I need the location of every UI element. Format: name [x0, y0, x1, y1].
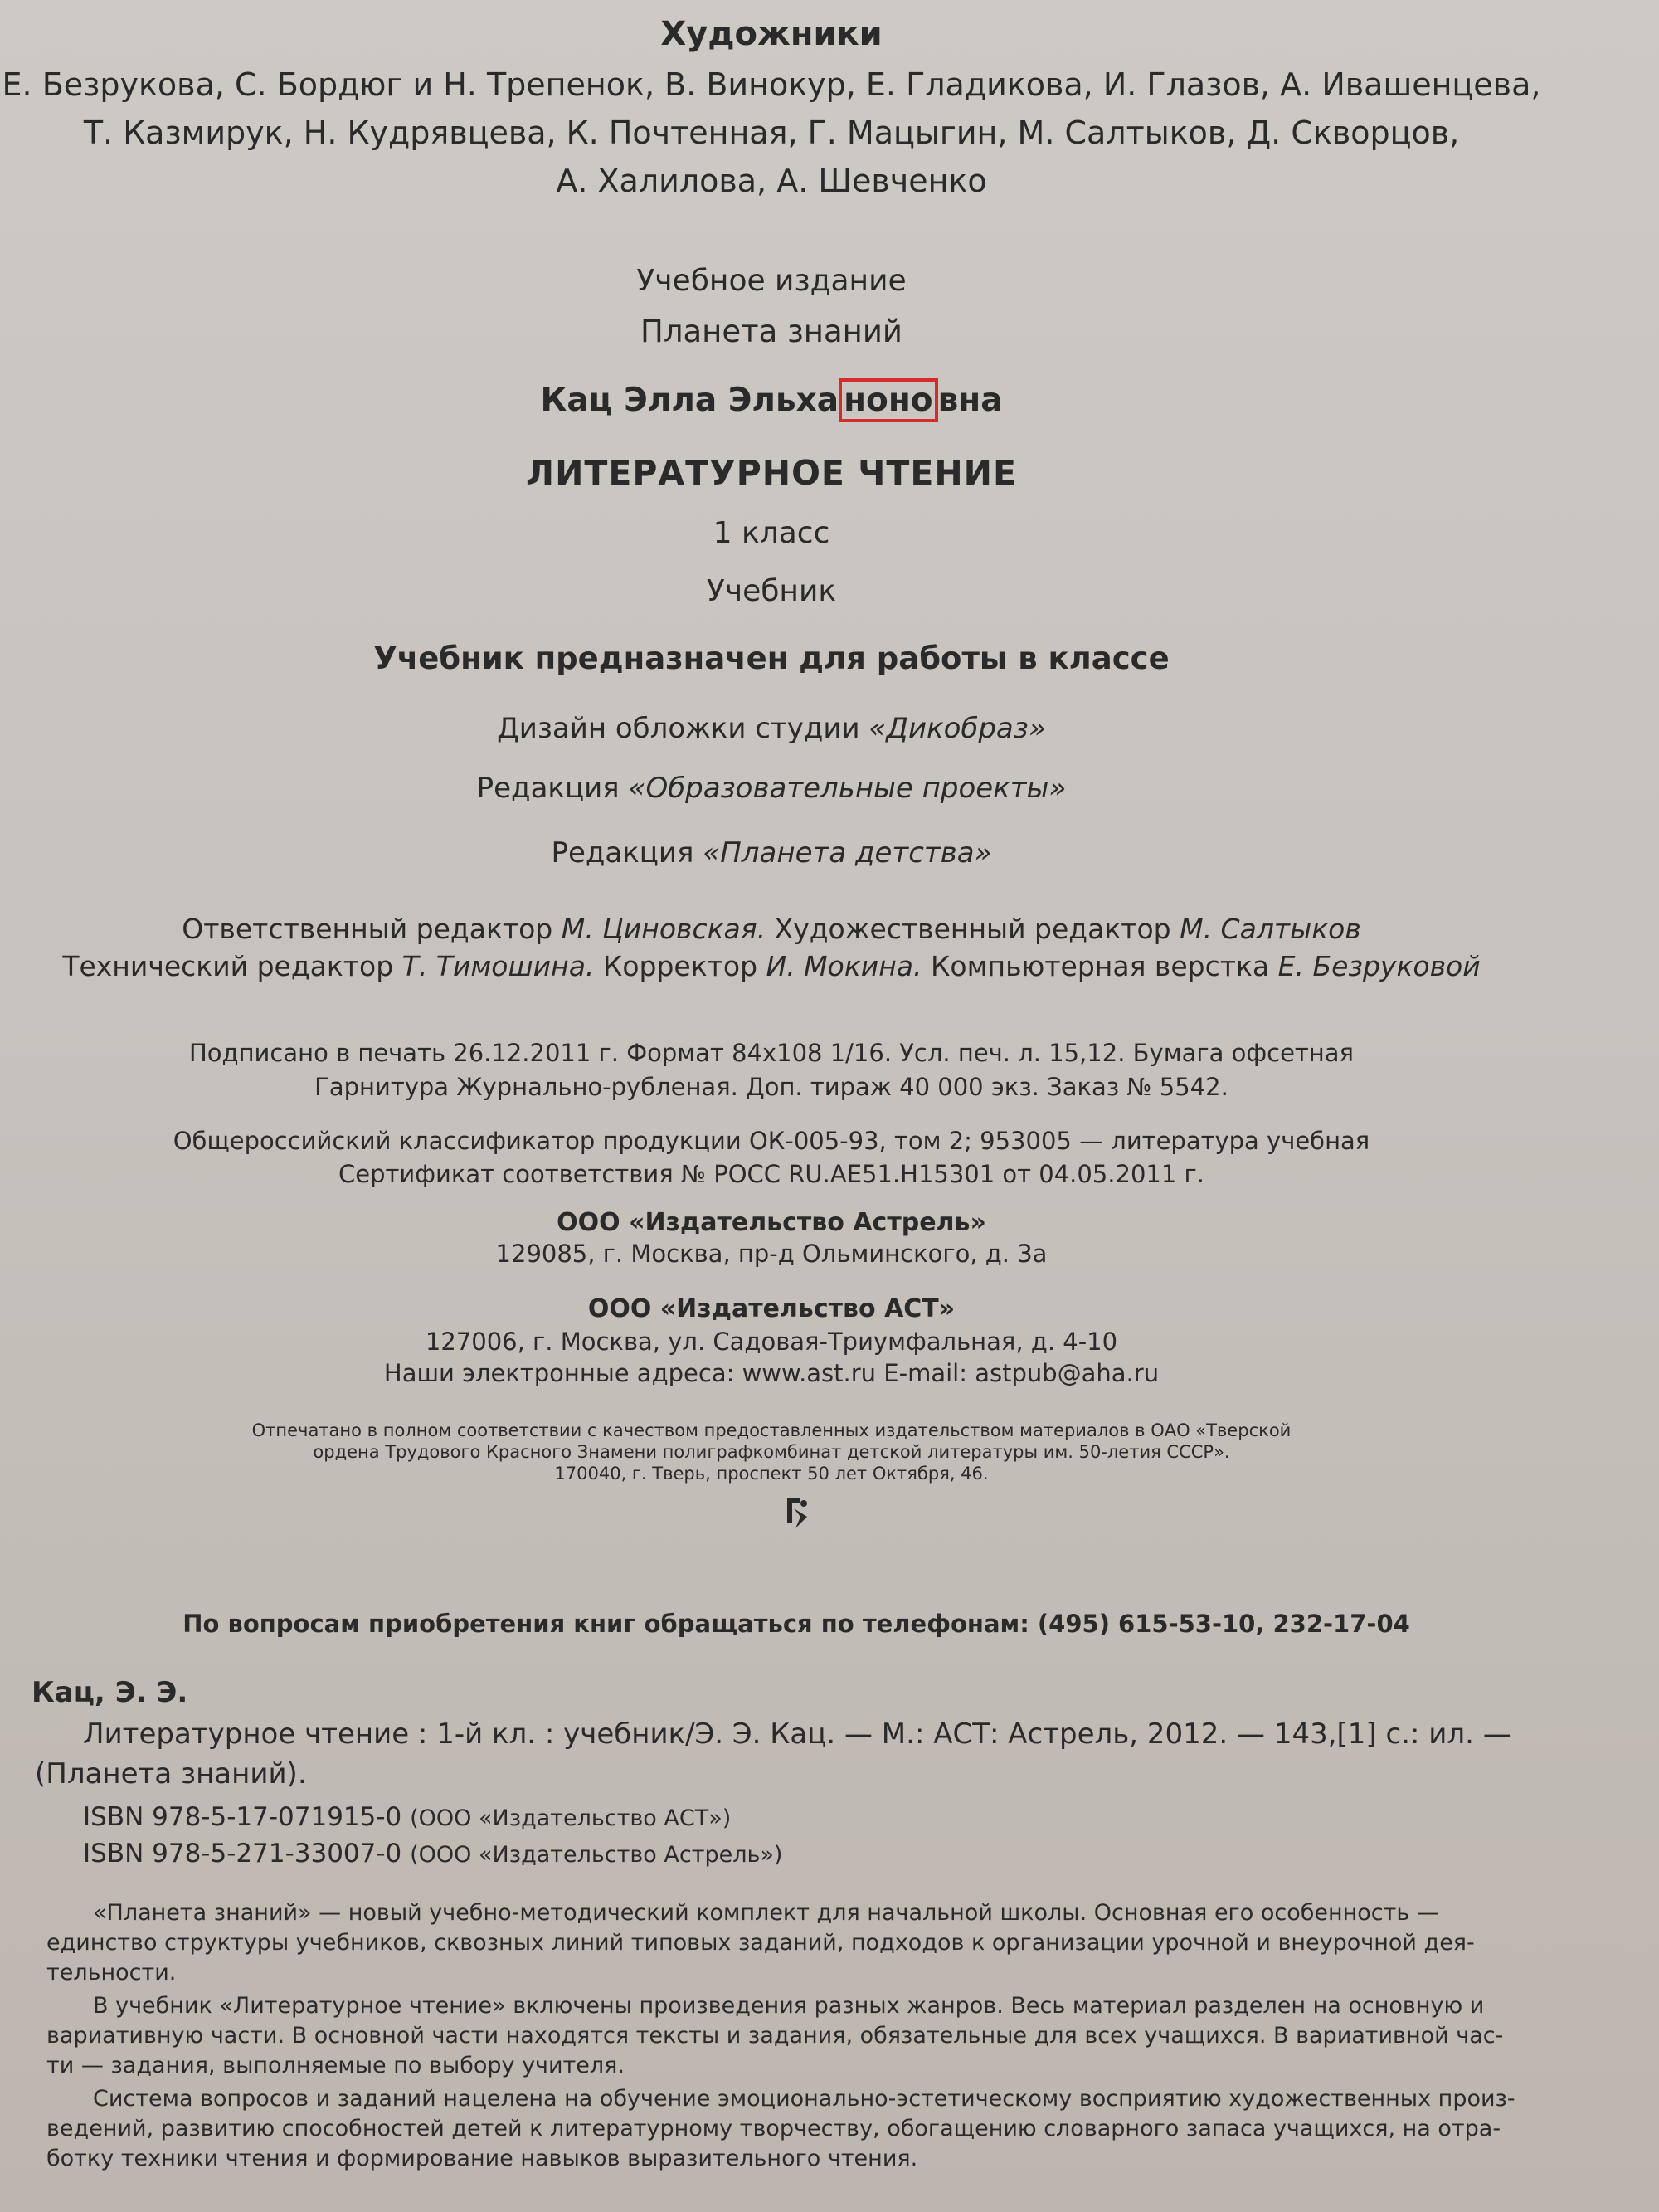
publisher-web: Наши электронные адреса: www.ast.ru E-mail: astpub@aha.ru — [383, 1359, 1160, 1387]
print-specs-line: Гарнитура Журнально-рубленая. Доп. тираж 40 000 экз. Заказ № 5542. — [314, 1073, 1228, 1101]
resp-editor-label: Ответственный редактор — [182, 913, 562, 945]
editorial-office-2 — [0, 836, 1543, 870]
bib-description: (Планета знаний). — [35, 1757, 307, 1791]
cover-studio-name: «Дикобраз» — [868, 712, 1046, 745]
author-name-suffix: вна — [937, 382, 1003, 419]
print-specs-line: Подписано в печать 26.12.2011 г. Формат 84х108 1/16. Усл. печ. л. 15,12. Бумага офсетная — [189, 1039, 1354, 1067]
book-title: ЛИТЕРАТУРНОЕ ЧТЕНИЕ — [526, 453, 1017, 493]
certificate-line: Сертификат соответствия № РОСС RU.AE51.H15301 от 04.05.2011 г. — [338, 1160, 1204, 1188]
abstract-line: тельности. — [46, 1960, 177, 1985]
classifier-line: Общероссийский классификатор продукции ОК-005-93, том 2; 953005 — литература учебная — [173, 1127, 1370, 1155]
abstract-line: ботку техники чтения и формирование навыков выразительного чтения. — [46, 2146, 918, 2171]
art-editor-name: М. Салтыков — [1180, 913, 1361, 945]
bib-author: Кац, Э. Э. — [32, 1676, 188, 1709]
book-grade: 1 класс — [713, 516, 830, 550]
artists-line: Е. Безрукова, С. Бордюг и Н. Трепенок, В. Винокур, Е. Гладикова, И. Глазов, А. Ивашенцева, — [2, 66, 1541, 103]
highlighted-text: ноно — [839, 378, 937, 422]
book-kind: Учебник — [706, 574, 837, 608]
abstract-line: «Планета знаний» — новый учебно-методический комплект для начальной школы. Основная его особенность — — [93, 1900, 1439, 1926]
editorial-name: «Планета детства» — [703, 836, 992, 870]
corrector-name: И. Мокина. — [766, 950, 922, 982]
isbn-publisher: (ООО «Издательство АСТ») — [410, 1805, 732, 1831]
isbn-number: ISBN 978-5-271-33007-0 — [83, 1839, 402, 1869]
abstract-line: В учебник «Литературное чтение» включены произведения разных жанров. Весь материал разделен на основную и — [93, 1993, 1485, 2019]
corrector-label: Корректор — [594, 950, 766, 982]
editorial-label: Редакция — [476, 772, 629, 805]
abstract-line: ти — задания, выполняемые по выбору учителя. — [46, 2053, 625, 2078]
abstract-line: единство структуры учебников, сквозных линий типовых заданий, подходов к организации урочной и внеурочной дея- — [46, 1930, 1475, 1956]
abstract-line: вариативную части. В основной части находятся тексты и задания, обязательные для всех учащихся. В вариативной час- — [46, 2023, 1504, 2049]
art-editor-label: Художественный редактор — [766, 913, 1180, 945]
publisher-address: 127006, г. Москва, ул. Садовая-Триумфальная, д. 4-10 — [425, 1328, 1118, 1356]
tech-editor-label: Технический редактор — [62, 950, 402, 982]
tech-editor-name: Т. Тимошина. — [401, 950, 595, 982]
editorial-office-1 — [0, 772, 1543, 805]
layout-label: Компьютерная верстка — [922, 950, 1278, 982]
sales-phones: По вопросам приобретения книг обращаться по телефонам: (495) 615-53-10, 232-17-04 — [182, 1610, 1410, 1638]
series-name: Планета знаний — [640, 314, 902, 349]
book-purpose: Учебник предназначен для работы в классе — [373, 641, 1170, 676]
edition-type: Учебное издание — [636, 264, 907, 298]
author-name-prefix: Кац Элла Эльха — [540, 382, 839, 419]
bib-description: Литературное чтение : 1-й кл. : учебник/Э. Э. Кац. — М.: АСТ: Астрель, 2012. — 143,[1] с.: ил. — — [83, 1717, 1511, 1751]
layout-name: Е. Безруковой — [1277, 950, 1481, 982]
credits-line — [0, 950, 1543, 982]
artists-line: А. Халилова, А. Шевченко — [556, 163, 987, 199]
cover-design-label: Дизайн обложки студии — [497, 712, 869, 745]
credits-line — [0, 913, 1543, 945]
printer-logo-icon — [776, 1492, 817, 1533]
publisher-name: ООО «Издательство Астрель» — [557, 1208, 986, 1237]
isbn-number: ISBN 978-5-17-071915-0 — [83, 1802, 402, 1832]
author-name — [0, 382, 1543, 419]
printer-info-line: ордена Трудового Красного Знамени полиграфкомбинат детской литературы им. 50-летия СССР». — [313, 1442, 1230, 1462]
editorial-label: Редакция — [551, 836, 703, 870]
isbn-line — [83, 1839, 782, 1869]
artists-line: Т. Казмирук, Н. Кудрявцева, К. Почтенная, Г. Мацыгин, М. Салтыков, Д. Скворцов, — [83, 114, 1460, 151]
publisher-name: ООО «Издательство АСТ» — [587, 1294, 956, 1323]
printer-info-line: 170040, г. Тверь, проспект 50 лет Октября, 46. — [554, 1464, 989, 1484]
isbn-publisher: (ООО «Издательство Астрель») — [410, 1842, 783, 1868]
isbn-line — [83, 1802, 731, 1832]
cover-design — [0, 712, 1543, 745]
editorial-name: «Образовательные проекты» — [628, 772, 1067, 805]
abstract-line: ведений, развитию способностей детей к литературному творчеству, обогащению словарного запаса учащихся, на отра- — [46, 2116, 1501, 2141]
abstract-line: Система вопросов и заданий нацелена на обучение эмоционально-эстетическому восприятию художественных произ- — [93, 2086, 1515, 2112]
publisher-address: 129085, г. Москва, пр-д Ольминского, д. 3а — [495, 1240, 1048, 1268]
resp-editor-name: М. Циновская. — [561, 913, 766, 945]
printer-info-line: Отпечатано в полном соответствии с качеством предоставленных издательством материалов в ОАО «Тверской — [251, 1420, 1292, 1440]
artists-heading: Художники — [660, 15, 883, 53]
